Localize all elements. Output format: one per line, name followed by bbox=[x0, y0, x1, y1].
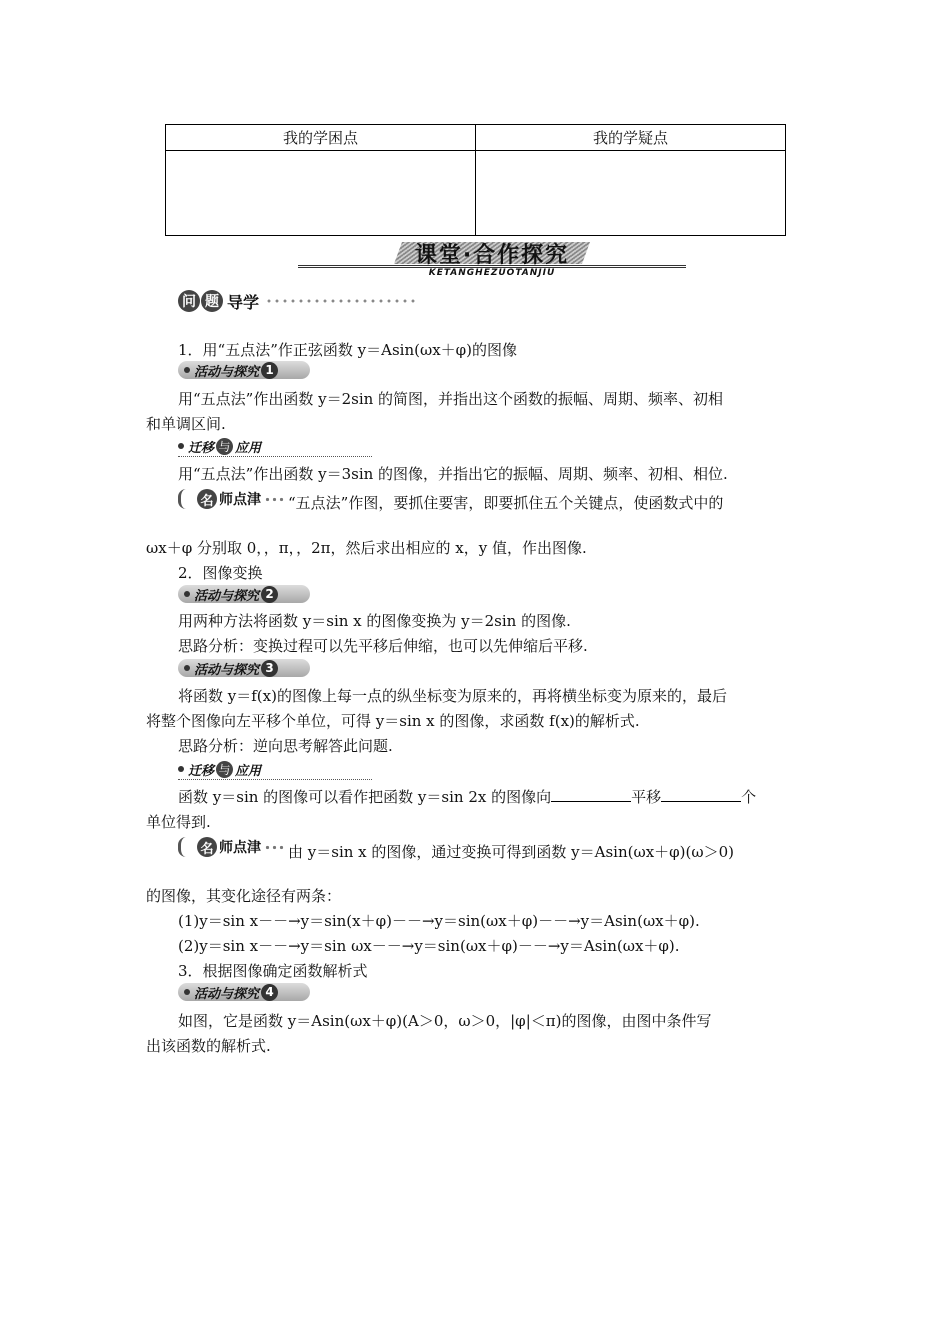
text-line: 将函数 y＝f(x)的图像上每一点的纵坐标变为原来的，再将横坐标变为原来的，最后 bbox=[178, 687, 727, 705]
text-line: 将整个图像向左平移个单位，可得 y＝sin x 的图像，求函数 f(x)的解析式. bbox=[146, 712, 640, 730]
section-banner bbox=[298, 238, 686, 282]
text-line: 用“五点法”作出函数 y＝2sin 的简图，并指出这个函数的振幅、周期、频率、初相 bbox=[178, 390, 724, 408]
mingshi-badge-1 bbox=[178, 487, 284, 511]
text-line: 如图，它是函数 y＝Asin(ωx＋φ)(A＞0，ω＞0，|φ|＜π)的图像，由图中条件写 bbox=[178, 1012, 712, 1030]
cell-doubts[interactable] bbox=[476, 151, 786, 236]
text-segment: 函数 y＝sin 的图像可以看作把函数 y＝sin 2x 的图像向 bbox=[178, 788, 552, 806]
mingshi-badge-2 bbox=[178, 835, 284, 859]
mingshi-char: 名 bbox=[197, 837, 217, 857]
text-line: 用两种方法将函数 y＝sin x 的图像变换为 y＝2sin 的图像. bbox=[178, 612, 571, 630]
wenti-plain: 导学 bbox=[227, 292, 260, 312]
dotted-leader bbox=[264, 845, 284, 850]
qianyi-badge-1 bbox=[178, 436, 372, 457]
dotted-leader bbox=[265, 298, 415, 304]
mingshi-label: 师点津 bbox=[219, 840, 261, 856]
heading-1: 1．用“五点法”作正弦函数 y＝Asin(ωx＋φ)的图像 bbox=[178, 341, 518, 359]
activity-badge-1 bbox=[178, 361, 310, 379]
text-segment: 平移 bbox=[631, 788, 662, 806]
mingshi-label: 师点津 bbox=[219, 492, 261, 508]
activity-label: 活动与探究 bbox=[194, 588, 260, 604]
text-line: 用“五点法”作出函数 y＝3sin 的图像，并指出它的振幅、周期、频率、初相、相位. bbox=[178, 465, 728, 483]
activity-badge-4 bbox=[178, 983, 310, 1001]
activity-number: 1 bbox=[261, 362, 278, 379]
banner-title: 课堂·合作探究 bbox=[414, 243, 570, 268]
qianyi-label-b: 应用 bbox=[235, 763, 262, 779]
pen-stroke-icon bbox=[178, 489, 195, 509]
cell-difficulty[interactable] bbox=[166, 151, 476, 236]
header-doubts: 我的学疑点 bbox=[476, 125, 786, 151]
banner-subtitle: KETANGHEZUOTANJIU bbox=[428, 268, 556, 278]
qianyi-yu: 与 bbox=[216, 761, 233, 778]
text-segment: 个 bbox=[741, 788, 757, 806]
text-line: ωx＋φ 分别取 0，，π，，2π，然后求出相应的 x，y 值，作出图像. bbox=[146, 539, 587, 557]
activity-label: 活动与探究 bbox=[194, 986, 260, 1002]
bullet-dot-icon bbox=[178, 443, 184, 449]
qianyi-label-a: 迁移 bbox=[188, 763, 215, 779]
bullet-dot-icon bbox=[184, 989, 190, 995]
wenti-daoxue-header bbox=[178, 288, 415, 314]
qianyi-badge-2 bbox=[178, 759, 372, 780]
study-table bbox=[165, 124, 786, 236]
fill-in-line bbox=[178, 787, 838, 807]
bullet-dot-icon bbox=[178, 766, 184, 772]
answer-blank-1[interactable] bbox=[551, 787, 631, 802]
activity-number: 2 bbox=[261, 586, 278, 603]
activity-number: 4 bbox=[261, 984, 278, 1001]
wenti-char-1: 问 bbox=[178, 290, 200, 312]
text-line: 出该函数的解析式. bbox=[146, 1037, 271, 1055]
answer-blank-2[interactable] bbox=[661, 787, 741, 802]
qianyi-yu: 与 bbox=[216, 438, 233, 455]
text-line: 和单调区间. bbox=[146, 415, 226, 433]
heading-3: 3．根据图像确定函数解析式 bbox=[178, 962, 368, 980]
activity-number: 3 bbox=[261, 660, 278, 677]
bullet-dot-icon bbox=[184, 591, 190, 597]
activity-label: 活动与探究 bbox=[194, 364, 260, 380]
dotted-leader bbox=[264, 497, 284, 502]
header-difficulty: 我的学困点 bbox=[166, 125, 476, 151]
text-line: (2)y＝sin x－－→y＝sin ωx－－→y＝sin(ωx＋φ)－－→y＝Asin(ωx＋φ). bbox=[178, 937, 680, 955]
activity-badge-3 bbox=[178, 659, 310, 677]
bullet-dot-icon bbox=[184, 665, 190, 671]
text-line: 的图像，其变化途径有两条： bbox=[146, 887, 342, 905]
text-line: “五点法”作图，要抓住要害，即要抓住五个关键点，使函数式中的 bbox=[288, 494, 724, 512]
text-line: 由 y＝sin x 的图像，通过变换可得到函数 y＝Asin(ωx＋φ)(ω＞0) bbox=[288, 843, 735, 861]
text-line: 单位得到. bbox=[146, 813, 211, 831]
text-line: (1)y＝sin x－－→y＝sin(x＋φ)－－→y＝sin(ωx＋φ)－－→y＝Asin(ωx＋φ). bbox=[178, 912, 700, 930]
mingshi-char: 名 bbox=[197, 489, 217, 509]
text-line: 思路分析：变换过程可以先平移后伸缩，也可以先伸缩后平移. bbox=[178, 637, 588, 655]
pen-stroke-icon bbox=[178, 837, 195, 857]
heading-2: 2．图像变换 bbox=[178, 564, 263, 582]
wenti-char-2: 题 bbox=[201, 290, 223, 312]
text-line: 思路分析：逆向思考解答此问题. bbox=[178, 737, 393, 755]
activity-badge-2 bbox=[178, 585, 310, 603]
qianyi-label-b: 应用 bbox=[235, 440, 262, 456]
bullet-dot-icon bbox=[184, 367, 190, 373]
qianyi-label-a: 迁移 bbox=[188, 440, 215, 456]
activity-label: 活动与探究 bbox=[194, 662, 260, 678]
